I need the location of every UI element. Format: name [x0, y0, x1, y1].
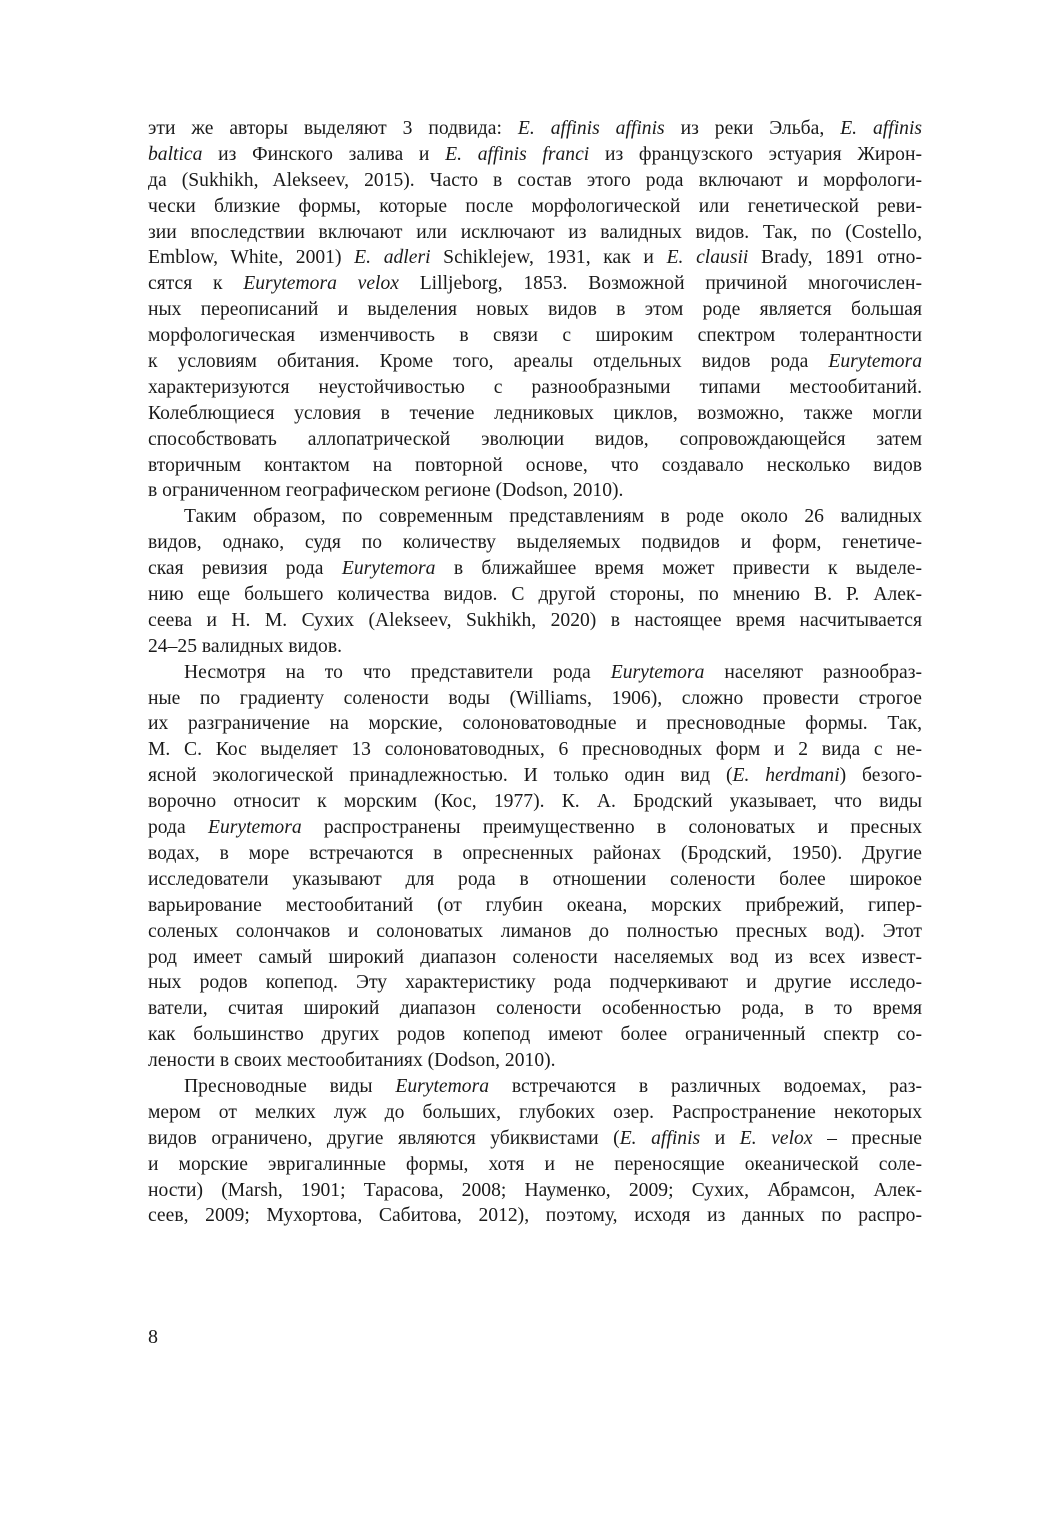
text-line	[148, 1178, 922, 1204]
italic-term: E. velox	[739, 1127, 813, 1149]
text-run: сеева и Н. М. Сухих (Alekseev, Sukhikh, 2020) в настоящее время насчитывается	[148, 609, 922, 631]
text-run: Пресноводные виды	[184, 1075, 396, 1097]
paragraph	[148, 504, 922, 659]
italic-term: E. affinis affinis	[517, 118, 665, 139]
text-run: Колеблющиеся условия в течение ледниковых циклов, возможно, также могли	[148, 402, 922, 424]
italic-term: Eurytemora	[828, 351, 922, 373]
text-line	[148, 1100, 922, 1126]
text-run: ности) (Marsh, 1901; Тарасова, 2008; Науменко, 2009; Сухих, Абрамсон, Алек-	[148, 1179, 922, 1201]
text-line	[148, 1074, 922, 1100]
text-line	[148, 245, 922, 271]
italic-term: Eurytemora	[395, 1075, 490, 1097]
text-run: исследователи указывают для рода в отношении солености более широкое	[148, 868, 922, 890]
italic-term: baltica	[148, 143, 203, 165]
text-run: сятся к	[148, 273, 244, 295]
text-run: видов, однако, судя по количеству выделяемых подвидов и форм, генетиче-	[148, 532, 922, 554]
text-line	[148, 168, 922, 194]
paragraph	[148, 1074, 922, 1229]
text-run: сеев, 2009; Мухортова, Сабитова, 2012), поэтому, исходя из данных по распро-	[148, 1205, 922, 1227]
text-run: ватели, считая широкий диапазон солености особенностью рода, в то время	[148, 998, 922, 1020]
text-line	[148, 142, 922, 168]
text-run: видов ограничено, другие являются убиквистами (	[148, 1127, 620, 1149]
text-line	[148, 297, 922, 323]
text-run: распространены преимущественно в солоноватых и пресных	[301, 817, 923, 839]
text-run: Brady, 1891 отно-	[748, 247, 922, 269]
text-run: Lilljeborg, 1853. Возможной причиной многочислен-	[398, 273, 922, 295]
text-line	[148, 737, 922, 763]
text-line	[148, 970, 922, 996]
text-run: 24–25 валидных видов.	[148, 635, 342, 657]
text-run: нию еще большего количества видов. С другой стороны, по мнению В. Р. Алек-	[148, 584, 922, 606]
text-run: ных переописаний и выделения новых видов в этом роде является большая	[148, 299, 922, 321]
text-run: ворочно относит к морским (Кос, 1977). К. А. Бродский указывает, что виды	[148, 791, 922, 813]
text-line	[148, 608, 922, 634]
text-run: – пресные	[812, 1127, 922, 1149]
text-run: М. С. Кос выделяет 13 солоноватоводных, 6 пресноводных форм и 2 вида с не-	[148, 739, 922, 761]
text-run: водах, в море встречаются в опресненных районах (Бродский, 1950). Другие	[148, 842, 922, 864]
text-line	[148, 556, 922, 582]
text-run: рода	[148, 817, 209, 839]
text-run: их разграничение на морские, солоноватоводные и пресноводные формы. Так,	[148, 713, 922, 735]
text-run: род имеет самый широкий диапазон солености населяемых вод из всех извест-	[148, 946, 922, 968]
text-line	[148, 1203, 922, 1229]
text-line	[148, 634, 922, 660]
text-run: Schiklejew, 1931, как и	[430, 247, 667, 269]
text-run: и	[700, 1127, 740, 1149]
paragraph	[148, 660, 922, 1074]
body-text	[148, 116, 922, 1229]
text-run: эти же авторы выделяют 3 подвида:	[148, 118, 518, 139]
italic-term: Eurytemora	[208, 817, 302, 839]
text-line	[148, 660, 922, 686]
text-run: лености в своих местообитаниях (Dodson, 2010).	[148, 1050, 556, 1072]
text-run: Несмотря на то что представители рода	[184, 661, 611, 683]
text-line	[148, 893, 922, 919]
text-line	[148, 1048, 922, 1074]
text-run: к условиям обитания. Кроме того, ареалы отдельных видов рода	[148, 351, 829, 373]
text-line	[148, 996, 922, 1022]
italic-term: E. clausii	[666, 247, 749, 269]
text-line	[148, 711, 922, 737]
italic-term: Eurytemora	[341, 558, 436, 580]
text-run: как большинство других родов копепод имеют более ограниченный спектр со-	[148, 1024, 922, 1046]
text-run: да (Sukhikh, Alekseev, 2015). Часто в состав этого рода включают и морфологи-	[148, 169, 922, 191]
text-run: чески близкие формы, которые после морфологической или генетической реви-	[148, 195, 922, 217]
paragraph	[148, 116, 922, 504]
text-run: из реки Эльба,	[664, 118, 841, 139]
text-line	[148, 919, 922, 945]
italic-term: Eurytemora velox	[243, 273, 399, 295]
text-run: ская ревизия рода	[148, 558, 342, 580]
text-run: в ближайшее время может привести к выделе-	[435, 558, 922, 580]
text-run: населяют разнообраз-	[704, 661, 922, 683]
text-run: ясной экологической принадлежностью. И только один вид (	[148, 765, 733, 787]
text-line	[148, 427, 922, 453]
text-run: Таким образом, по современным представлениям в роде около 26 валидных	[184, 506, 922, 528]
text-line	[148, 271, 922, 297]
text-run: зии впоследствии включают или исключают из валидных видов. Так, по (Costello,	[148, 221, 922, 243]
text-run: Emblow, White, 2001)	[148, 247, 355, 269]
text-line	[148, 504, 922, 530]
text-run: способствовать аллопатрической эволюции видов, сопровождающейся затем	[148, 428, 922, 450]
italic-term: Eurytemora	[610, 661, 705, 683]
text-run: и морские эвригалинные формы, хотя и не переносящие океанической соле-	[148, 1153, 922, 1175]
text-line	[148, 789, 922, 815]
text-line	[148, 323, 922, 349]
text-run: в ограниченном географическом регионе (Dodson, 2010).	[148, 480, 624, 502]
text-run: ные по градиенту солености воды (Williams, 1906), сложно провести строгое	[148, 687, 922, 709]
text-line	[148, 686, 922, 712]
text-line	[148, 349, 922, 375]
text-run: варьирование местообитаний (от глубин океана, морских прибрежий, гипер-	[148, 894, 922, 916]
text-run: ных родов копепод. Эту характеристику рода подчеркивают и другие исследо-	[148, 972, 922, 994]
text-line	[148, 375, 922, 401]
text-run: из французского эстуария Жирон-	[589, 143, 922, 165]
text-run: встречаются в различных водоемах, раз-	[489, 1075, 922, 1097]
text-run: из Финского залива и	[202, 143, 446, 165]
text-run: морфологическая изменчивость в связи с широким спектром толерантности	[148, 325, 922, 347]
text-run: соленых солончаков и солоноватых лиманов до полностью пресных вод). Этот	[148, 920, 922, 942]
page-number: 8	[148, 1326, 158, 1348]
text-line	[148, 815, 922, 841]
text-line	[148, 1152, 922, 1178]
text-line	[148, 1022, 922, 1048]
text-line	[148, 401, 922, 427]
text-line	[148, 453, 922, 479]
text-run: мером от мелких луж до больших, глубоких озер. Распространение некоторых	[148, 1101, 922, 1123]
text-line	[148, 194, 922, 220]
italic-term: E. affinis	[840, 118, 923, 139]
text-run: вторичным контактом на повторной основе, что создавало несколько видов	[148, 454, 922, 476]
text-line	[148, 220, 922, 246]
italic-term: E. adleri	[354, 247, 431, 269]
text-line	[148, 1126, 922, 1152]
text-line	[148, 582, 922, 608]
text-line	[148, 867, 922, 893]
text-run: характеризуются неустойчивостью с разнообразными типами местообитаний.	[148, 376, 922, 398]
text-line	[148, 763, 922, 789]
text-line	[148, 478, 922, 504]
italic-term: E. affinis	[619, 1127, 701, 1149]
text-line	[148, 945, 922, 971]
text-line	[148, 116, 922, 142]
text-line	[148, 530, 922, 556]
text-run: ) безого-	[839, 765, 922, 787]
italic-term: E. herdmani	[732, 765, 840, 787]
text-line	[148, 841, 922, 867]
italic-term: E. affinis franci	[445, 143, 590, 165]
